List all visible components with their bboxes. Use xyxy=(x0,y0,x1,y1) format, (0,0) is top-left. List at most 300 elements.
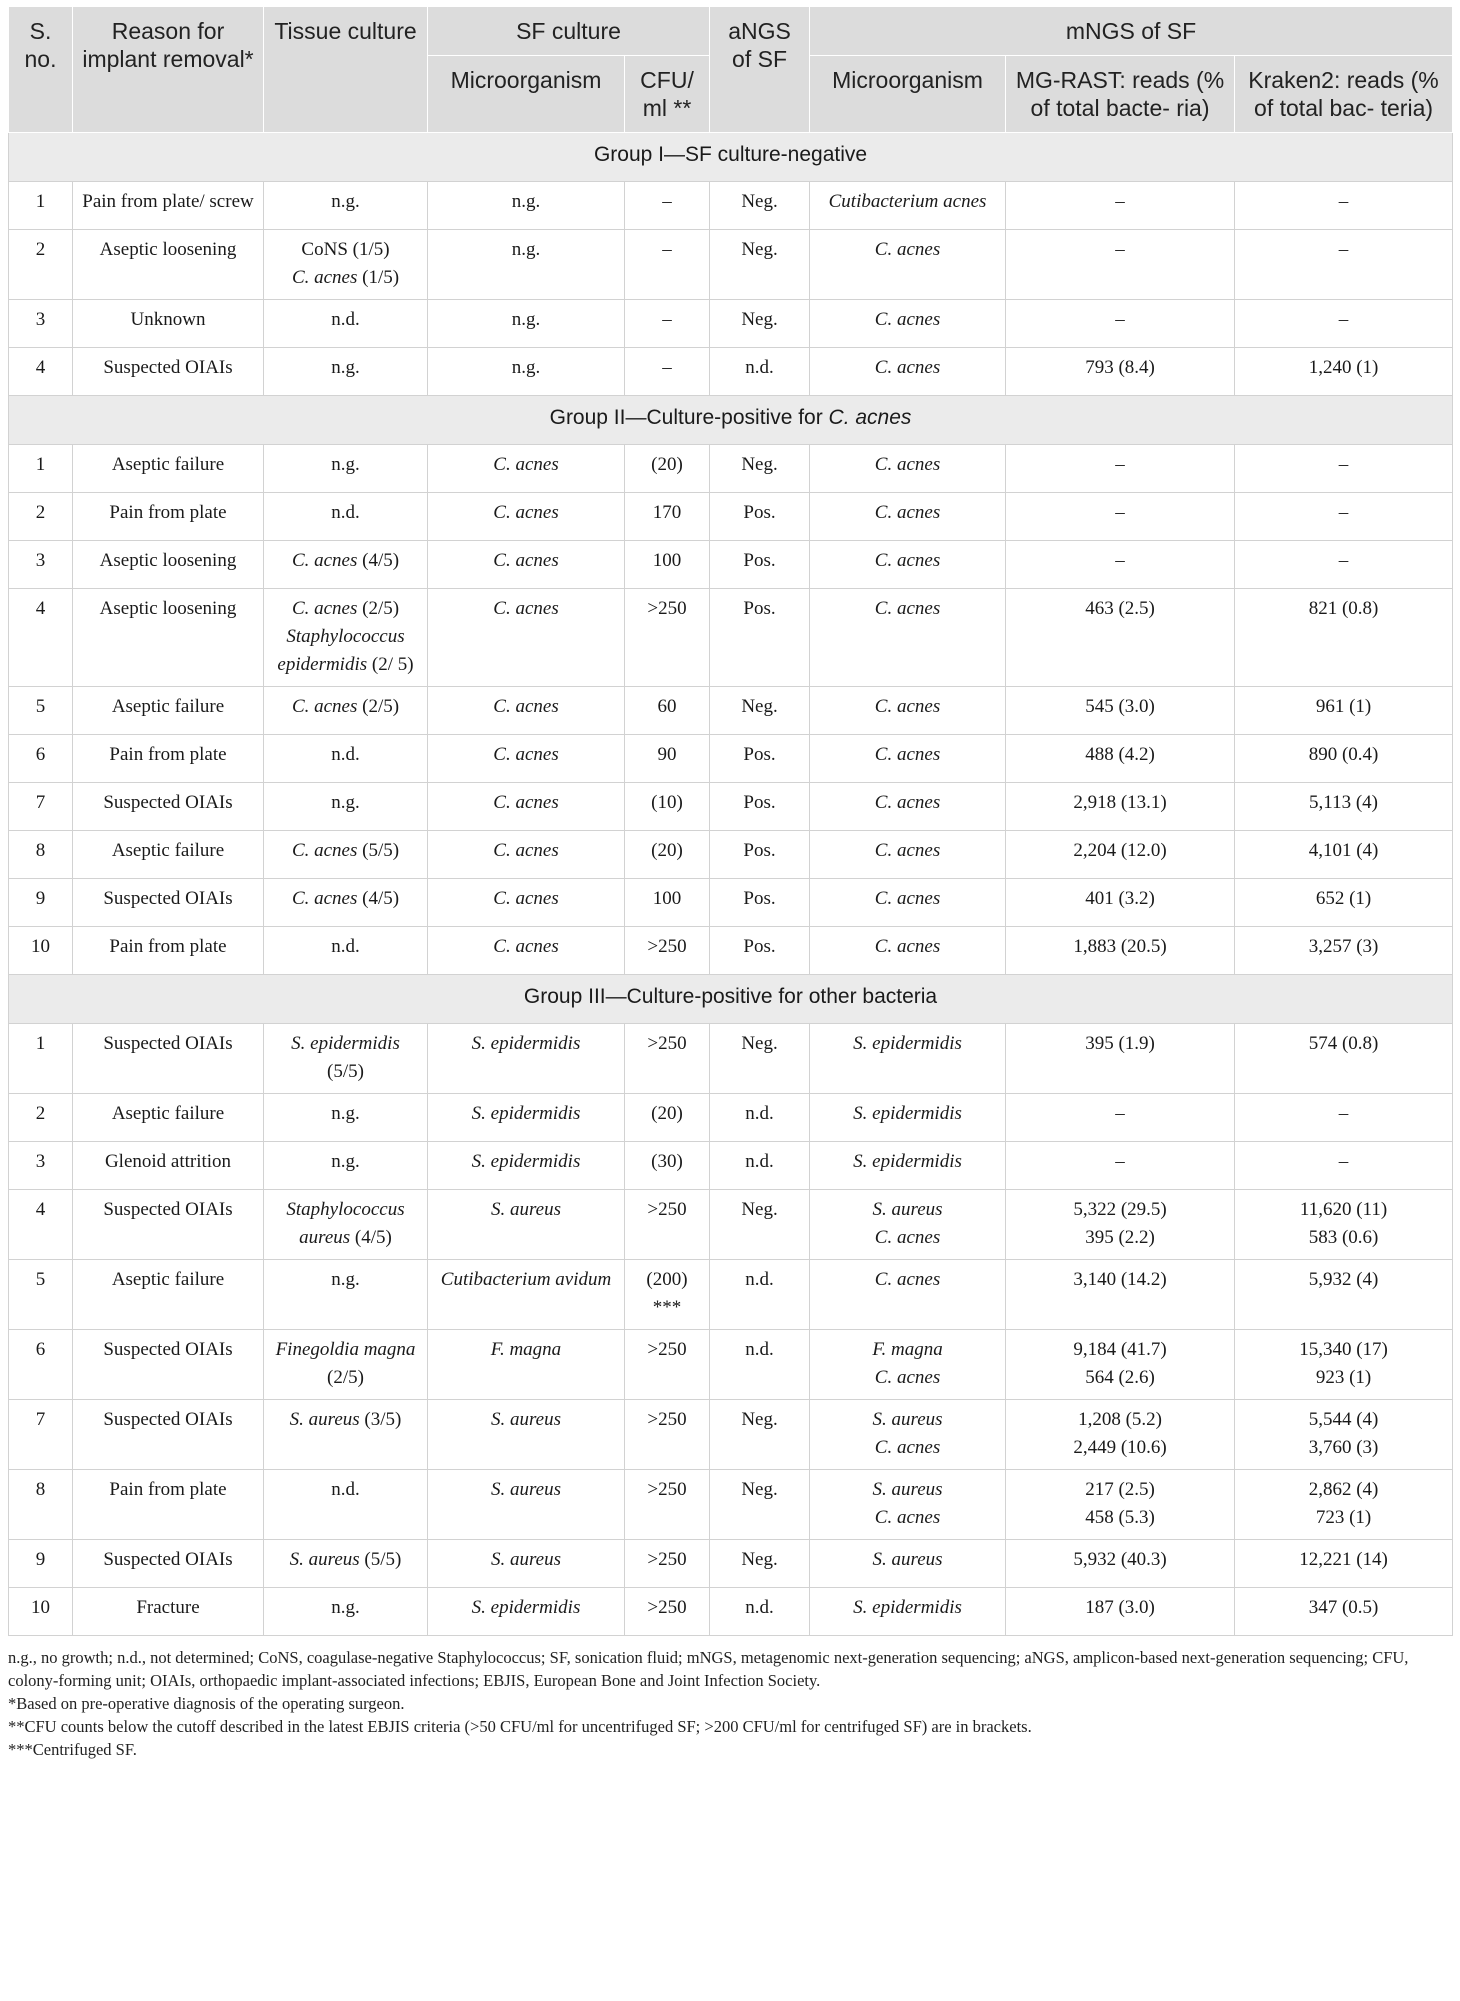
cell-mgrast xyxy=(1006,735,1235,783)
cell-sf-microorganism-organism: S. epidermidis xyxy=(471,1103,581,1124)
cell-sf-microorganism xyxy=(428,182,625,230)
group-title-text: Group I—SF culture-negative xyxy=(593,143,868,166)
cell-mgrast xyxy=(1006,1588,1235,1636)
cell-kraken xyxy=(1235,445,1453,493)
cell-mgrast-value: – xyxy=(1115,550,1125,571)
cell-sf-microorganism-organism: S. aureus xyxy=(490,1479,562,1500)
cell-tissue-line xyxy=(272,1546,419,1574)
cell-kraken xyxy=(1235,182,1453,230)
cell-tissue-organism: Staphylococcus epidermidis xyxy=(277,626,405,675)
cell-sf-microorganism-organism: n.g. xyxy=(511,191,541,212)
cell-mngs-microorganism-organism: C. acnes xyxy=(874,1507,941,1528)
cell-sno: 4 xyxy=(9,348,73,396)
cell-tissue-line xyxy=(272,236,419,264)
cell-kraken xyxy=(1235,927,1453,975)
cell-mngs-microorganism-line xyxy=(818,933,997,961)
cell-sno: 5 xyxy=(9,1260,73,1330)
cell-sf-microorganism-organism: S. epidermidis xyxy=(471,1151,581,1172)
cell-sf-microorganism-organism: C. acnes xyxy=(493,502,559,523)
cell-sf-microorganism xyxy=(428,1400,625,1470)
cell-mgrast xyxy=(1006,493,1235,541)
header-tissue: Tissue culture xyxy=(264,7,428,133)
header-kraken: Kraken2: reads (% of total bac- teria) xyxy=(1235,56,1453,133)
cell-tissue-line xyxy=(272,451,419,479)
table-row xyxy=(9,1400,1453,1470)
cell-kraken-value: – xyxy=(1338,454,1349,475)
cell-tissue xyxy=(264,687,428,735)
cell-kraken xyxy=(1235,348,1453,396)
cell-angs: n.d. xyxy=(710,1330,810,1400)
cell-tissue-line xyxy=(272,789,419,817)
cell-sno: 9 xyxy=(9,879,73,927)
cell-tissue-organism: C. acnes xyxy=(291,267,358,288)
cell-tissue xyxy=(264,927,428,975)
cell-mgrast xyxy=(1006,1330,1235,1400)
cell-mngs-microorganism xyxy=(810,541,1006,589)
cell-cfu: – xyxy=(625,300,710,348)
cell-kraken xyxy=(1235,831,1453,879)
cell-mgrast-value: – xyxy=(1115,502,1125,523)
cell-kraken-value: 723 (1) xyxy=(1315,1507,1372,1528)
cell-reason: Glenoid attrition xyxy=(73,1142,264,1190)
cell-kraken-value: – xyxy=(1338,191,1349,212)
cell-mngs-microorganism-line xyxy=(818,741,997,769)
cell-kraken-value: – xyxy=(1338,239,1349,260)
cell-sf-microorganism-line xyxy=(436,1336,616,1364)
cell-sf-microorganism-organism: C. acnes xyxy=(493,936,559,957)
cell-mngs-microorganism-organism: C. acnes xyxy=(874,598,941,619)
table-row xyxy=(9,831,1453,879)
cell-sno: 6 xyxy=(9,735,73,783)
group-header-row xyxy=(9,396,1453,445)
cell-sf-microorganism-line xyxy=(436,741,616,769)
cell-sf-microorganism-organism: S. aureus xyxy=(490,1549,562,1570)
cell-tissue-organism: n.g. xyxy=(331,1597,360,1618)
cell-sno: 7 xyxy=(9,1400,73,1470)
cell-mgrast-value: 3,140 (14.2) xyxy=(1073,1269,1167,1290)
cell-mgrast xyxy=(1006,589,1235,687)
cell-angs: Neg. xyxy=(710,1024,810,1094)
cell-mgrast xyxy=(1006,445,1235,493)
cell-mngs-microorganism-line xyxy=(818,1434,997,1462)
cell-tissue-count: (2/ 5) xyxy=(367,654,414,675)
cell-sf-microorganism-organism: C. acnes xyxy=(493,696,559,717)
cell-mngs-microorganism-line xyxy=(818,1148,997,1176)
cell-tissue-organism: C. acnes xyxy=(291,840,358,861)
cell-tissue xyxy=(264,1142,428,1190)
cell-sno: 6 xyxy=(9,1330,73,1400)
cell-sno: 3 xyxy=(9,300,73,348)
cell-mgrast xyxy=(1006,879,1235,927)
cell-sf-microorganism xyxy=(428,735,625,783)
cell-tissue xyxy=(264,1024,428,1094)
cell-tissue-line xyxy=(272,1266,419,1294)
footnote-double-asterisk: **CFU counts below the cutoff described in the latest EBJIS criteria (>50 CFU/ml for uncentrifuged SF; >200 CFU/ml for centrifuged SF) are in brackets. xyxy=(8,1717,1032,1736)
cell-sf-microorganism xyxy=(428,1094,625,1142)
cell-cfu: (20) xyxy=(625,445,710,493)
cell-tissue xyxy=(264,783,428,831)
footnotes xyxy=(8,1646,1452,1761)
cell-mngs-microorganism-line xyxy=(818,1336,997,1364)
cell-mngs-microorganism xyxy=(810,1094,1006,1142)
cell-sno: 4 xyxy=(9,589,73,687)
cell-kraken xyxy=(1235,1142,1453,1190)
cell-kraken xyxy=(1235,1470,1453,1540)
header-reason: Reason for implant removal* xyxy=(73,7,264,133)
table-row xyxy=(9,1470,1453,1540)
cell-mgrast-value: 463 (2.5) xyxy=(1085,598,1155,619)
table-row xyxy=(9,1540,1453,1588)
cell-angs: Neg. xyxy=(710,1400,810,1470)
cell-mgrast xyxy=(1006,1470,1235,1540)
cell-tissue-count: (5/5) xyxy=(359,1549,402,1570)
cell-mngs-microorganism xyxy=(810,735,1006,783)
cell-angs: Neg. xyxy=(710,445,810,493)
cell-mngs-microorganism xyxy=(810,687,1006,735)
cell-tissue-line xyxy=(272,933,419,961)
cell-tissue xyxy=(264,879,428,927)
cell-mngs-microorganism-organism: S. epidermidis xyxy=(853,1103,962,1124)
cell-kraken-value: 5,932 (4) xyxy=(1308,1269,1379,1290)
cell-sf-microorganism xyxy=(428,927,625,975)
group-header-row xyxy=(9,975,1453,1024)
cell-sno: 1 xyxy=(9,1024,73,1094)
cell-sf-microorganism xyxy=(428,1024,625,1094)
cell-mngs-microorganism-line xyxy=(818,1266,997,1294)
cell-mngs-microorganism-organism: S. aureus xyxy=(872,1199,943,1220)
group-title-text: Group II—Culture-positive for xyxy=(549,406,829,429)
cell-reason: Aseptic failure xyxy=(73,831,264,879)
cell-sf-microorganism xyxy=(428,445,625,493)
cell-tissue xyxy=(264,1330,428,1400)
table-row xyxy=(9,1260,1453,1330)
cell-sf-microorganism-organism: C. acnes xyxy=(493,792,559,813)
cell-sno: 3 xyxy=(9,1142,73,1190)
cell-sno: 1 xyxy=(9,445,73,493)
cell-sno: 9 xyxy=(9,1540,73,1588)
cell-sf-microorganism-line xyxy=(436,1476,616,1504)
cell-tissue-count: (2/5) xyxy=(357,598,400,619)
cell-mgrast xyxy=(1006,1260,1235,1330)
cell-cfu: (200) *** xyxy=(625,1260,710,1330)
cell-sf-microorganism-organism: S. epidermidis xyxy=(471,1033,581,1054)
cell-sf-microorganism-line xyxy=(436,837,616,865)
cell-mgrast-value: – xyxy=(1115,454,1125,475)
cell-sf-microorganism-line xyxy=(436,499,616,527)
header-angs: aNGS of SF xyxy=(710,7,810,133)
cell-sf-microorganism xyxy=(428,589,625,687)
cell-mngs-microorganism xyxy=(810,445,1006,493)
cell-sf-microorganism-organism: C. acnes xyxy=(493,840,559,861)
cell-mngs-microorganism-line xyxy=(818,1196,997,1224)
cell-kraken xyxy=(1235,589,1453,687)
cell-mgrast xyxy=(1006,1190,1235,1260)
cell-sf-microorganism-organism: n.g. xyxy=(511,239,541,260)
cell-tissue-line xyxy=(272,264,419,292)
cell-mngs-microorganism-line xyxy=(818,789,997,817)
cell-tissue-organism: n.d. xyxy=(331,744,360,765)
table-row xyxy=(9,735,1453,783)
cell-kraken xyxy=(1235,300,1453,348)
cell-angs: Neg. xyxy=(710,182,810,230)
cell-kraken xyxy=(1235,1024,1453,1094)
cell-kraken xyxy=(1235,783,1453,831)
cell-tissue xyxy=(264,1260,428,1330)
cell-sf-microorganism-organism: Cutibacterium avidum xyxy=(440,1269,612,1290)
cell-cfu: (20) xyxy=(625,831,710,879)
cell-sf-microorganism-line xyxy=(436,1148,616,1176)
cell-mngs-microorganism-organism: C. acnes xyxy=(874,1437,941,1458)
cell-sno: 2 xyxy=(9,1094,73,1142)
cell-mngs-microorganism-organism: S. epidermidis xyxy=(853,1033,962,1054)
cell-kraken xyxy=(1235,1588,1453,1636)
cell-kraken xyxy=(1235,1260,1453,1330)
cell-mngs-microorganism-organism: C. acnes xyxy=(874,936,941,957)
header-mgrast: MG-RAST: reads (% of total bacte- ria) xyxy=(1006,56,1235,133)
cell-reason: Suspected OIAIs xyxy=(73,348,264,396)
cell-kraken xyxy=(1235,1330,1453,1400)
cell-mgrast xyxy=(1006,1142,1235,1190)
cell-sf-microorganism-organism: C. acnes xyxy=(493,598,559,619)
table-row xyxy=(9,182,1453,230)
cell-reason: Aseptic loosening xyxy=(73,589,264,687)
cell-cfu: >250 xyxy=(625,1024,710,1094)
cell-mngs-microorganism-line xyxy=(818,1504,997,1532)
cell-mngs-microorganism-line xyxy=(818,354,997,382)
cell-tissue xyxy=(264,831,428,879)
cell-mngs-microorganism xyxy=(810,1330,1006,1400)
cell-angs: n.d. xyxy=(710,1094,810,1142)
header-sf-culture: SF culture xyxy=(428,7,710,56)
cell-tissue-organism: n.d. xyxy=(331,1479,360,1500)
footnote-asterisk: *Based on pre-operative diagnosis of the operating surgeon. xyxy=(8,1694,405,1713)
cell-mngs-microorganism-organism: C. acnes xyxy=(874,1367,941,1388)
table-row xyxy=(9,493,1453,541)
cell-mngs-microorganism xyxy=(810,1470,1006,1540)
cell-mgrast-value: 458 (5.3) xyxy=(1085,1507,1155,1528)
cell-mngs-microorganism-organism: C. acnes xyxy=(874,309,941,330)
cell-kraken-value: 5,113 (4) xyxy=(1309,792,1378,813)
cell-tissue-organism: n.g. xyxy=(331,1151,360,1172)
cell-angs: Pos. xyxy=(710,589,810,687)
cell-tissue-line xyxy=(272,1406,419,1434)
cell-kraken-value: 2,862 (4) xyxy=(1308,1479,1379,1500)
cell-sf-microorganism xyxy=(428,300,625,348)
cell-kraken xyxy=(1235,230,1453,300)
cell-sf-microorganism-organism: S. aureus xyxy=(490,1409,562,1430)
cell-tissue-organism: CoNS (1/5) xyxy=(301,239,390,260)
cell-sf-microorganism-organism: C. acnes xyxy=(493,550,559,571)
cell-mgrast-value: – xyxy=(1115,309,1125,330)
cell-cfu: >250 xyxy=(625,1540,710,1588)
cell-tissue-organism: Staphylococcus aureus xyxy=(286,1199,405,1248)
cell-tissue xyxy=(264,300,428,348)
cell-sf-microorganism-organism: C. acnes xyxy=(493,888,559,909)
cell-mgrast xyxy=(1006,348,1235,396)
header-cfu: CFU/ ml ** xyxy=(625,56,710,133)
cell-sf-microorganism-line xyxy=(436,306,616,334)
cell-mgrast-value: 5,932 (40.3) xyxy=(1073,1549,1167,1570)
cell-angs: Pos. xyxy=(710,879,810,927)
group-title-italic: C. acnes xyxy=(828,406,912,429)
cell-cfu: (20) xyxy=(625,1094,710,1142)
cell-mngs-microorganism-line xyxy=(818,1224,997,1252)
group-title xyxy=(9,396,1453,445)
cell-mgrast-value: – xyxy=(1115,1151,1125,1172)
cell-mgrast-value: 2,918 (13.1) xyxy=(1073,792,1167,813)
cell-reason: Pain from plate xyxy=(73,1470,264,1540)
cell-cfu: – xyxy=(625,230,710,300)
cell-sf-microorganism-line xyxy=(436,1266,616,1294)
cell-tissue-organism: C. acnes xyxy=(291,888,358,909)
cell-mngs-microorganism-organism: S. epidermidis xyxy=(853,1597,962,1618)
cell-mngs-microorganism xyxy=(810,1142,1006,1190)
cell-mngs-microorganism-line xyxy=(818,885,997,913)
cell-reason: Aseptic failure xyxy=(73,687,264,735)
table-row xyxy=(9,1190,1453,1260)
cell-angs: Pos. xyxy=(710,783,810,831)
cell-tissue-line xyxy=(272,741,419,769)
cell-mgrast-value: – xyxy=(1115,239,1125,260)
cell-mngs-microorganism xyxy=(810,1024,1006,1094)
cell-mngs-microorganism-organism: C. acnes xyxy=(874,792,941,813)
cell-angs: Pos. xyxy=(710,541,810,589)
cell-kraken xyxy=(1235,1094,1453,1142)
cell-cfu: >250 xyxy=(625,1330,710,1400)
cell-sno: 3 xyxy=(9,541,73,589)
cell-angs: Neg. xyxy=(710,1190,810,1260)
cell-mgrast-value: 1,883 (20.5) xyxy=(1073,936,1167,957)
cell-mngs-microorganism xyxy=(810,1588,1006,1636)
cell-reason: Fracture xyxy=(73,1588,264,1636)
cell-cfu: >250 xyxy=(625,1588,710,1636)
cell-mgrast-value: 2,204 (12.0) xyxy=(1073,840,1167,861)
table-row xyxy=(9,230,1453,300)
cell-tissue-organism: S. epidermidis xyxy=(291,1033,400,1054)
cell-tissue-count: (4/5) xyxy=(357,888,400,909)
cell-sno: 7 xyxy=(9,783,73,831)
cell-sf-microorganism xyxy=(428,1142,625,1190)
cell-tissue xyxy=(264,735,428,783)
cell-tissue xyxy=(264,1094,428,1142)
cell-mgrast-value: 564 (2.6) xyxy=(1085,1367,1155,1388)
cell-kraken-value: 15,340 (17) xyxy=(1299,1339,1388,1360)
cell-tissue-organism: S. aureus xyxy=(289,1409,360,1430)
cell-sf-microorganism xyxy=(428,1470,625,1540)
cell-tissue-line xyxy=(272,354,419,382)
cell-reason: Unknown xyxy=(73,300,264,348)
cell-mngs-microorganism xyxy=(810,1260,1006,1330)
cell-sf-microorganism-line xyxy=(436,354,616,382)
cell-kraken xyxy=(1235,1540,1453,1588)
cell-mgrast-value: 488 (4.2) xyxy=(1085,744,1155,765)
cell-reason: Suspected OIAIs xyxy=(73,879,264,927)
cell-mngs-microorganism-organism: F. magna xyxy=(872,1339,943,1360)
cell-tissue-line xyxy=(272,547,419,575)
cell-reason: Aseptic loosening xyxy=(73,541,264,589)
cell-tissue-line xyxy=(272,188,419,216)
cell-cfu: >250 xyxy=(625,1470,710,1540)
cell-kraken xyxy=(1235,1400,1453,1470)
cell-tissue-line xyxy=(272,1476,419,1504)
footnote-triple-asterisk: ***Centrifuged SF. xyxy=(8,1740,137,1759)
cell-cfu: >250 xyxy=(625,927,710,975)
cell-sf-microorganism xyxy=(428,230,625,300)
table-row xyxy=(9,783,1453,831)
cell-sf-microorganism xyxy=(428,687,625,735)
table-row xyxy=(9,1588,1453,1636)
cell-sf-microorganism-line xyxy=(436,1030,616,1058)
cell-mngs-microorganism-line xyxy=(818,499,997,527)
cell-kraken-value: 1,240 (1) xyxy=(1308,357,1379,378)
cell-kraken-value: – xyxy=(1338,502,1349,523)
cell-mngs-microorganism xyxy=(810,879,1006,927)
table-row xyxy=(9,589,1453,687)
cell-sf-microorganism-line xyxy=(436,885,616,913)
cell-angs: n.d. xyxy=(710,1142,810,1190)
cell-sf-microorganism-line xyxy=(436,1196,616,1224)
cell-reason: Suspected OIAIs xyxy=(73,783,264,831)
cell-mngs-microorganism-line xyxy=(818,451,997,479)
cell-sf-microorganism-organism: S. epidermidis xyxy=(471,1597,581,1618)
cell-mgrast-value: 545 (3.0) xyxy=(1085,696,1155,717)
cell-sf-microorganism xyxy=(428,1540,625,1588)
cell-mngs-microorganism-organism: C. acnes xyxy=(874,239,941,260)
cell-sf-microorganism-organism: S. aureus xyxy=(490,1199,562,1220)
cell-mngs-microorganism-line xyxy=(818,1030,997,1058)
cell-kraken xyxy=(1235,493,1453,541)
cell-mngs-microorganism-line xyxy=(818,837,997,865)
cell-mngs-microorganism xyxy=(810,831,1006,879)
cell-tissue-count: (3/5) xyxy=(359,1409,402,1430)
table-row xyxy=(9,348,1453,396)
cell-mngs-microorganism-line xyxy=(818,306,997,334)
cell-tissue-line xyxy=(272,837,419,865)
cell-reason: Pain from plate/ screw xyxy=(73,182,264,230)
cell-cfu: >250 xyxy=(625,1190,710,1260)
cell-cfu: 100 xyxy=(625,879,710,927)
cell-mgrast xyxy=(1006,182,1235,230)
cell-kraken xyxy=(1235,879,1453,927)
header-mngs-microorganism: Microorganism xyxy=(810,56,1006,133)
cell-sf-microorganism-line xyxy=(436,1406,616,1434)
cell-cfu: 170 xyxy=(625,493,710,541)
cell-kraken xyxy=(1235,735,1453,783)
cell-tissue xyxy=(264,230,428,300)
cell-tissue-line xyxy=(272,1594,419,1622)
cell-mngs-microorganism xyxy=(810,493,1006,541)
cell-mngs-microorganism-line xyxy=(818,1476,997,1504)
cell-mngs-microorganism-line xyxy=(818,595,997,623)
footnote-abbreviations: n.g., no growth; n.d., not determined; CoNS, coagulase-negative Staphylococcus; SF, sonication fluid; mNGS, metagenomic next-generation sequencing; aNGS, amplicon-based next-generation sequencing; CFU, colony-forming unit; OIAIs, orthopaedic implant-associated infections; EBJIS, European Bone and Joint Infection Society. xyxy=(8,1648,1409,1690)
cell-mngs-microorganism xyxy=(810,230,1006,300)
table-row xyxy=(9,927,1453,975)
cell-sf-microorganism-line xyxy=(436,451,616,479)
cell-tissue-line xyxy=(272,1336,419,1392)
cell-sf-microorganism-line xyxy=(436,236,616,264)
cell-tissue-organism: n.g. xyxy=(331,191,360,212)
cell-sf-microorganism-line xyxy=(436,933,616,961)
cell-reason: Aseptic failure xyxy=(73,1094,264,1142)
group-title xyxy=(9,975,1453,1024)
cell-kraken-value: – xyxy=(1338,1151,1349,1172)
cell-mngs-microorganism-organism: C. acnes xyxy=(874,550,941,571)
cell-mngs-microorganism-organism: C. acnes xyxy=(874,454,941,475)
cell-mngs-microorganism-organism: S. aureus xyxy=(872,1409,943,1430)
cell-sno: 8 xyxy=(9,1470,73,1540)
cell-mngs-microorganism-organism: C. acnes xyxy=(874,357,941,378)
cell-sf-microorganism-organism: C. acnes xyxy=(493,454,559,475)
